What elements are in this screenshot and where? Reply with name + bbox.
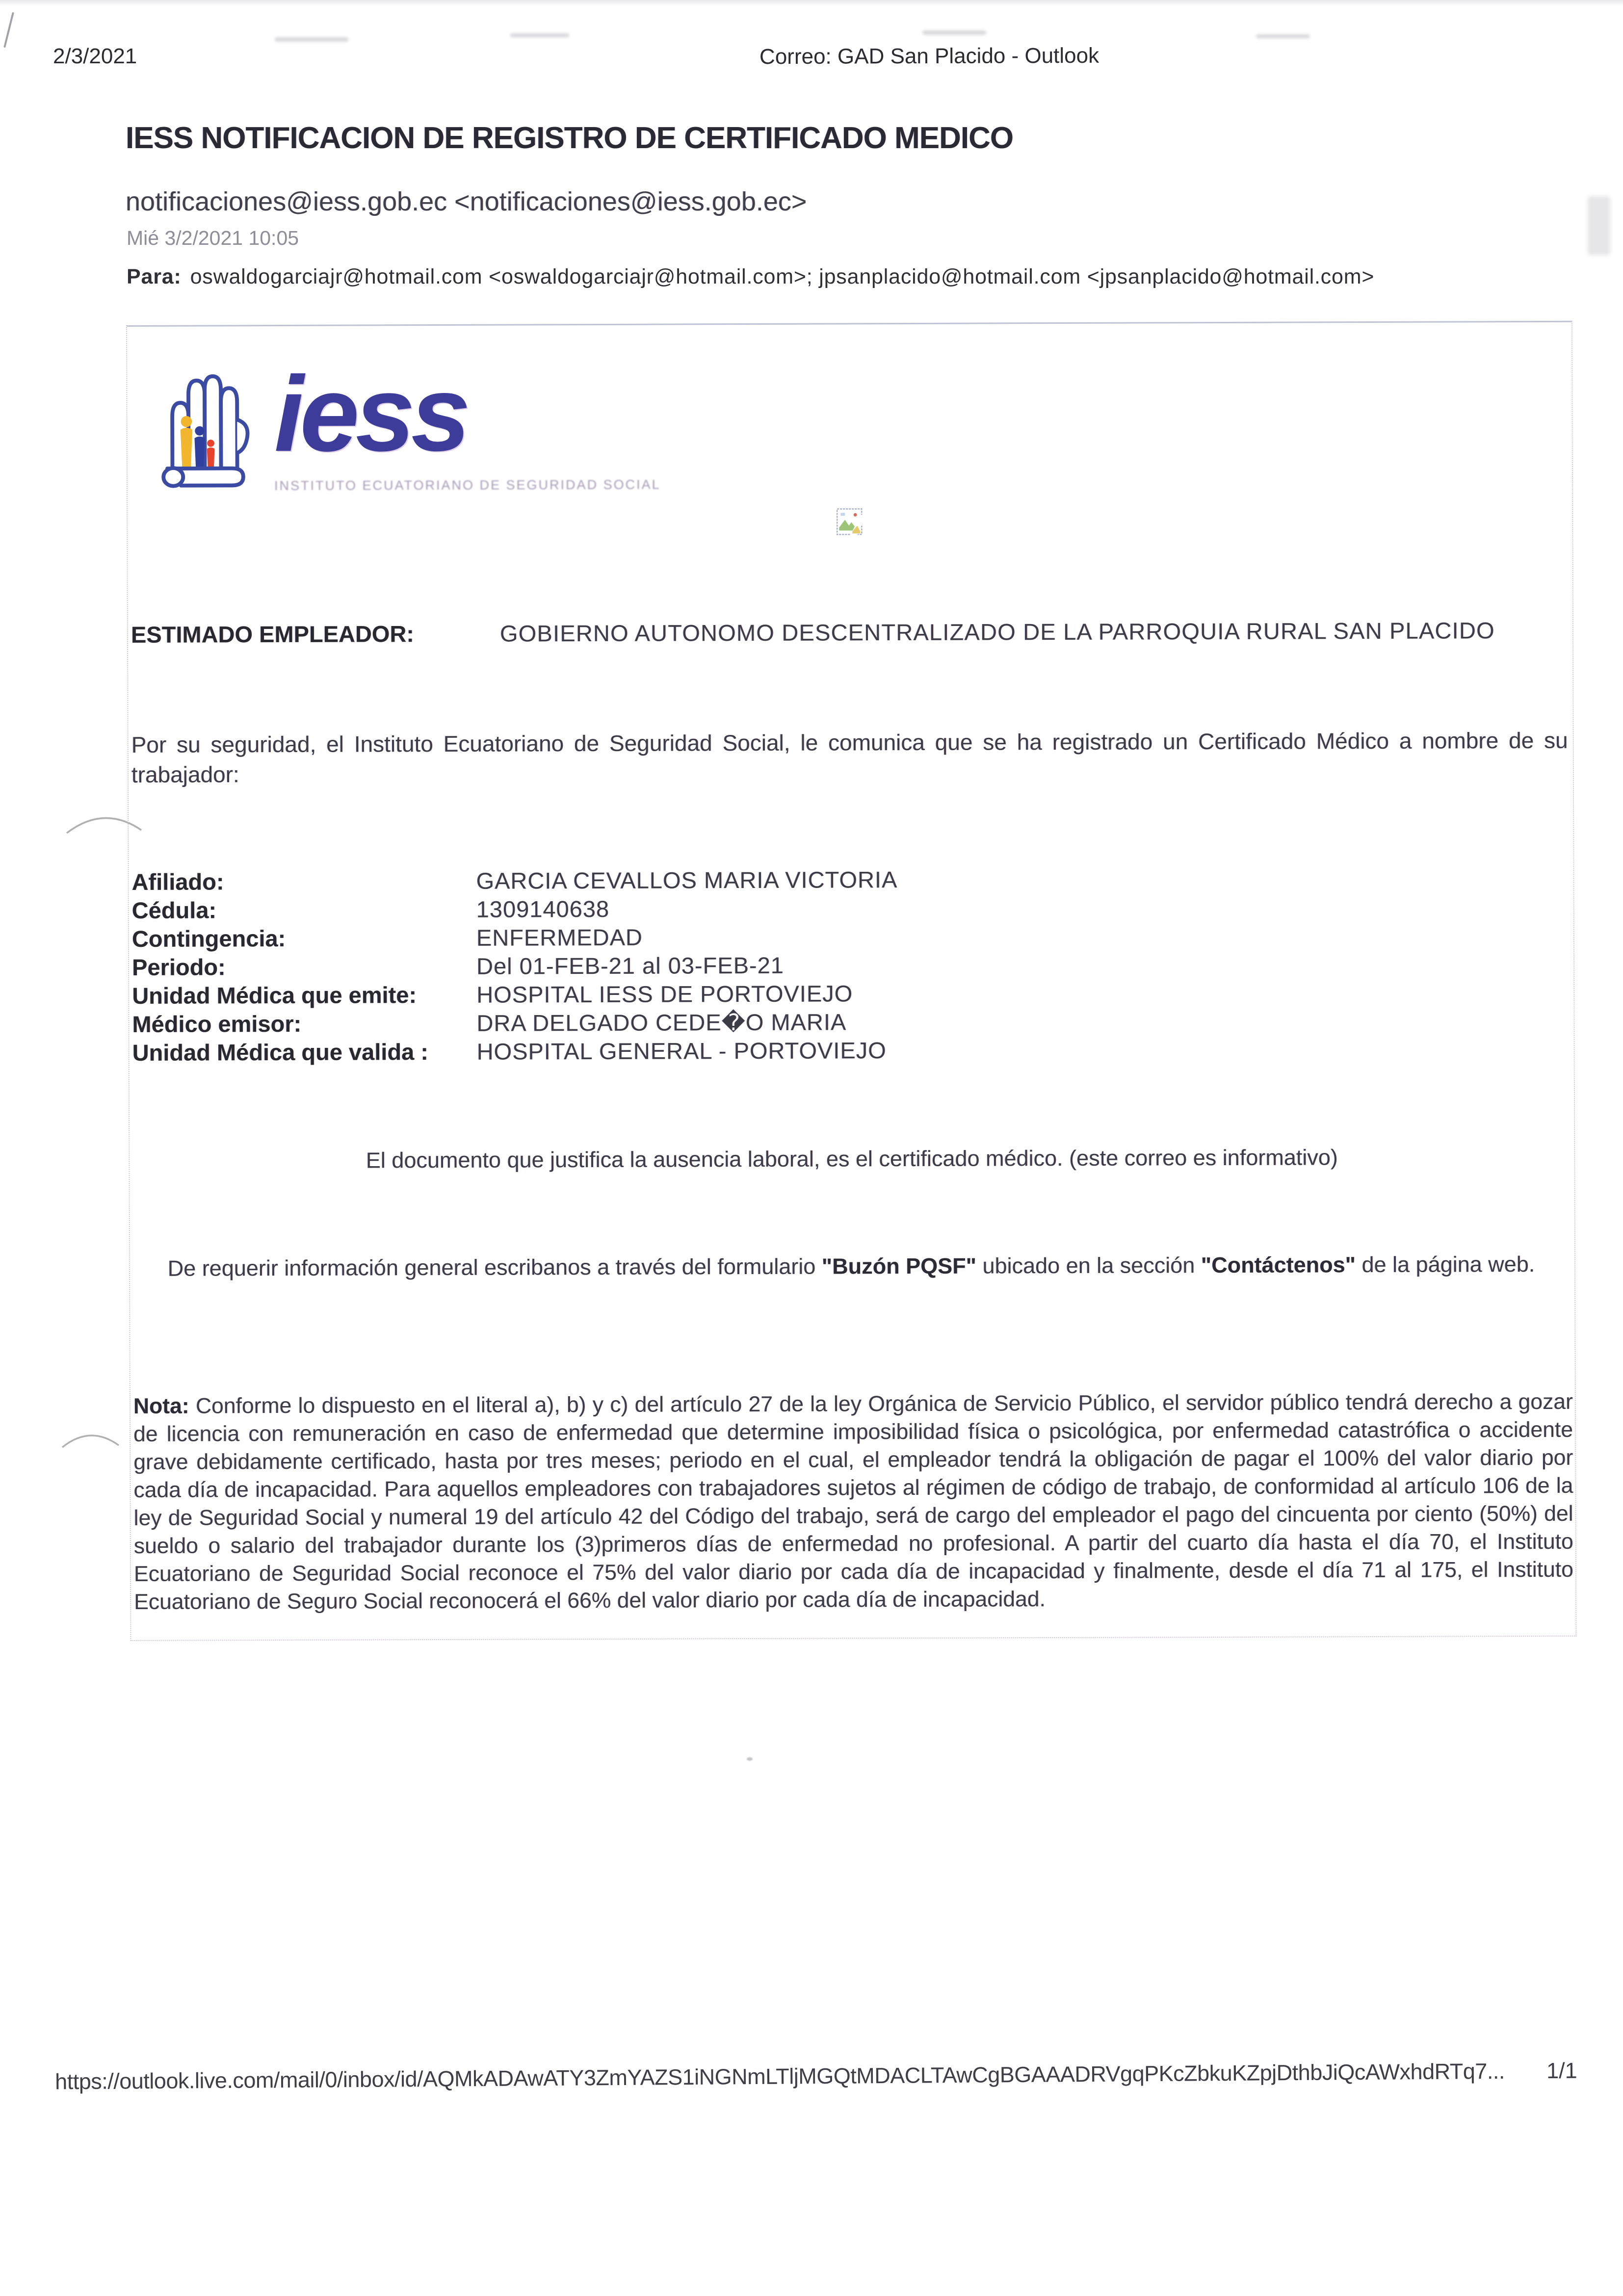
detail-label: Cédula: xyxy=(131,897,217,923)
scan-edge-grain xyxy=(0,0,1623,6)
informative-note: El documento que justifica la ausencia laboral, es el certificado médico. (este correo es informativo) xyxy=(366,1145,1338,1173)
scan-smudge xyxy=(1588,196,1610,255)
print-title: Correo: GAD San Placido - Outlook xyxy=(759,43,1099,69)
email-subject: IESS NOTIFICACION DE REGISTRO DE CERTIFICADO MEDICO xyxy=(126,121,1014,155)
employer-name: GOBIERNO AUTONOMO DESCENTRALIZADO DE LA PARROQUIA RURAL SAN PLACIDO xyxy=(499,617,1495,647)
nota-text: Conforme lo dispuesto en el literal a), b) y c) del artículo 27 de la ley Orgánica de Servicio Público, el servidor público tendrá derecho a gozar de licencia con remuneración en caso de enfermedad que determine imposibilidad física o psicológica, por enfermedad catastrófica o accidente grave debidamente certificado, hasta por tres meses; periodo en el cual, el empleador tendrá la obligación de pagar el 100% del valor diario por cada día de incapacidad. Para aquellos empleadores con trabajadores sujetos al régimen de código de trabajo, de conformidad al artículo 106 de la ley de Seguridad Social y numeral 19 del artículo 42 del Código del trabajo, será de cargo del empleador el pago del cincuenta por ciento (50%) del sueldo o salario del trabajador durante los (3)primeros días de enfermedad no profesional. A partir del cuarto día hasta el día 70, el Instituto Ecuatoriano de Seguridad Social reconoce el 75% del valor diario por cada día de incapacidad y finalmente, desde el día 71 al 175, el Instituto Ecuatoriano de Seguro Social reconocerá el 66% del valor diario por cada día de incapacidad. xyxy=(133,1389,1574,1614)
to-label: Para: xyxy=(127,265,182,288)
pqsf-contactenos-bold: "Contáctenos" xyxy=(1201,1252,1356,1278)
email-sent-date: Mié 3/2/2021 10:05 xyxy=(127,227,299,249)
detail-label: Contingencia: xyxy=(131,925,286,952)
hand-family-icon xyxy=(154,352,253,496)
print-footer xyxy=(0,2058,1623,2094)
broken-image-icon xyxy=(836,507,866,537)
detail-value: GARCIA CEVALLOS MARIA VICTORIA xyxy=(476,866,898,894)
to-recipients: oswaldogarciajr@hotmail.com <oswaldogarciajr@hotmail.com>; jpsanplacido@hotmail.com <jpsanplacido@hotmail.com> xyxy=(190,265,1375,288)
detail-value: DRA DELGADO CEDE�O MARIA xyxy=(476,1009,847,1036)
email-from-address: notificaciones@iess.gob.ec <notificaciones@iess.gob.ec> xyxy=(126,187,807,216)
nota-label: Nota: xyxy=(133,1394,189,1418)
detail-value: HOSPITAL GENERAL - PORTOVIEJO xyxy=(476,1037,887,1065)
print-date: 2/3/2021 xyxy=(53,44,137,68)
detail-row-contingencia xyxy=(132,921,1569,954)
detail-value: Del 01-FEB-21 al 03-FEB-21 xyxy=(476,952,784,979)
detail-value: HOSPITAL IESS DE PORTOVIEJO xyxy=(476,980,853,1008)
detail-value: 1309140638 xyxy=(476,895,610,922)
detail-row-cedula xyxy=(132,892,1569,925)
scan-dot-artifact xyxy=(747,1757,753,1761)
scan-smudge xyxy=(922,30,986,35)
detail-label: Periodo: xyxy=(132,954,226,980)
employer-label: ESTIMADO EMPLEADOR: xyxy=(131,621,415,648)
employer-row xyxy=(131,617,1569,648)
scan-smudge xyxy=(510,33,569,37)
page-indicator: 1/1 xyxy=(1546,2058,1577,2084)
pqsf-paragraph xyxy=(138,1249,1565,1284)
detail-row-unidad-emite xyxy=(132,978,1569,1011)
iess-logo xyxy=(154,351,661,496)
pqsf-text: de la página web. xyxy=(1355,1251,1535,1278)
iess-wordmark: iess xyxy=(274,354,467,474)
email-to-row xyxy=(127,265,1374,289)
scan-arc-artifact xyxy=(60,1429,121,1457)
detail-row-afiliado xyxy=(131,864,1568,897)
detail-value: ENFERMEDAD xyxy=(476,924,643,951)
iess-wordmark-block xyxy=(274,354,661,494)
scan-corner-mark xyxy=(3,12,14,48)
nota-paragraph xyxy=(133,1388,1573,1616)
pqsf-text: De requerir información general escribanos a través del formulario xyxy=(167,1253,822,1281)
detail-label: Unidad Médica que valida : xyxy=(132,1039,429,1066)
detail-row-periodo xyxy=(132,949,1569,982)
detail-row-unidad-valida xyxy=(132,1035,1569,1068)
pqsf-buzon-bold: "Buzón PQSF" xyxy=(821,1253,977,1279)
detail-label: Afiliado: xyxy=(131,868,224,895)
footer-url: https://outlook.live.com/mail/0/inbox/id/AQMkADAwATY3ZmYAZS1iNGNmLTljMGQtMDACLTAwCgBGAAADRVgqPKcZbkuKZpjDthbJiQcAWxhdRTq7... xyxy=(54,2058,1505,2094)
email-body-box xyxy=(126,321,1576,1641)
pqsf-text: ubicado en la sección xyxy=(976,1252,1201,1278)
intro-paragraph: Por su seguridad, el Instituto Ecuatoriano de Seguridad Social, le comunica que se ha registrado un Certificado Médico a nombre de su trabajador: xyxy=(131,727,1568,787)
scan-smudge xyxy=(275,37,348,42)
certificate-details-table xyxy=(131,864,1569,1068)
iess-logo-subtitle: INSTITUTO ECUATORIANO DE SEGURIDAD SOCIAL xyxy=(274,477,661,494)
detail-row-medico-emisor xyxy=(132,1006,1569,1039)
scan-smudge xyxy=(1256,34,1310,38)
detail-label: Médico emisor: xyxy=(132,1010,302,1037)
detail-label: Unidad Médica que emite: xyxy=(132,982,417,1009)
